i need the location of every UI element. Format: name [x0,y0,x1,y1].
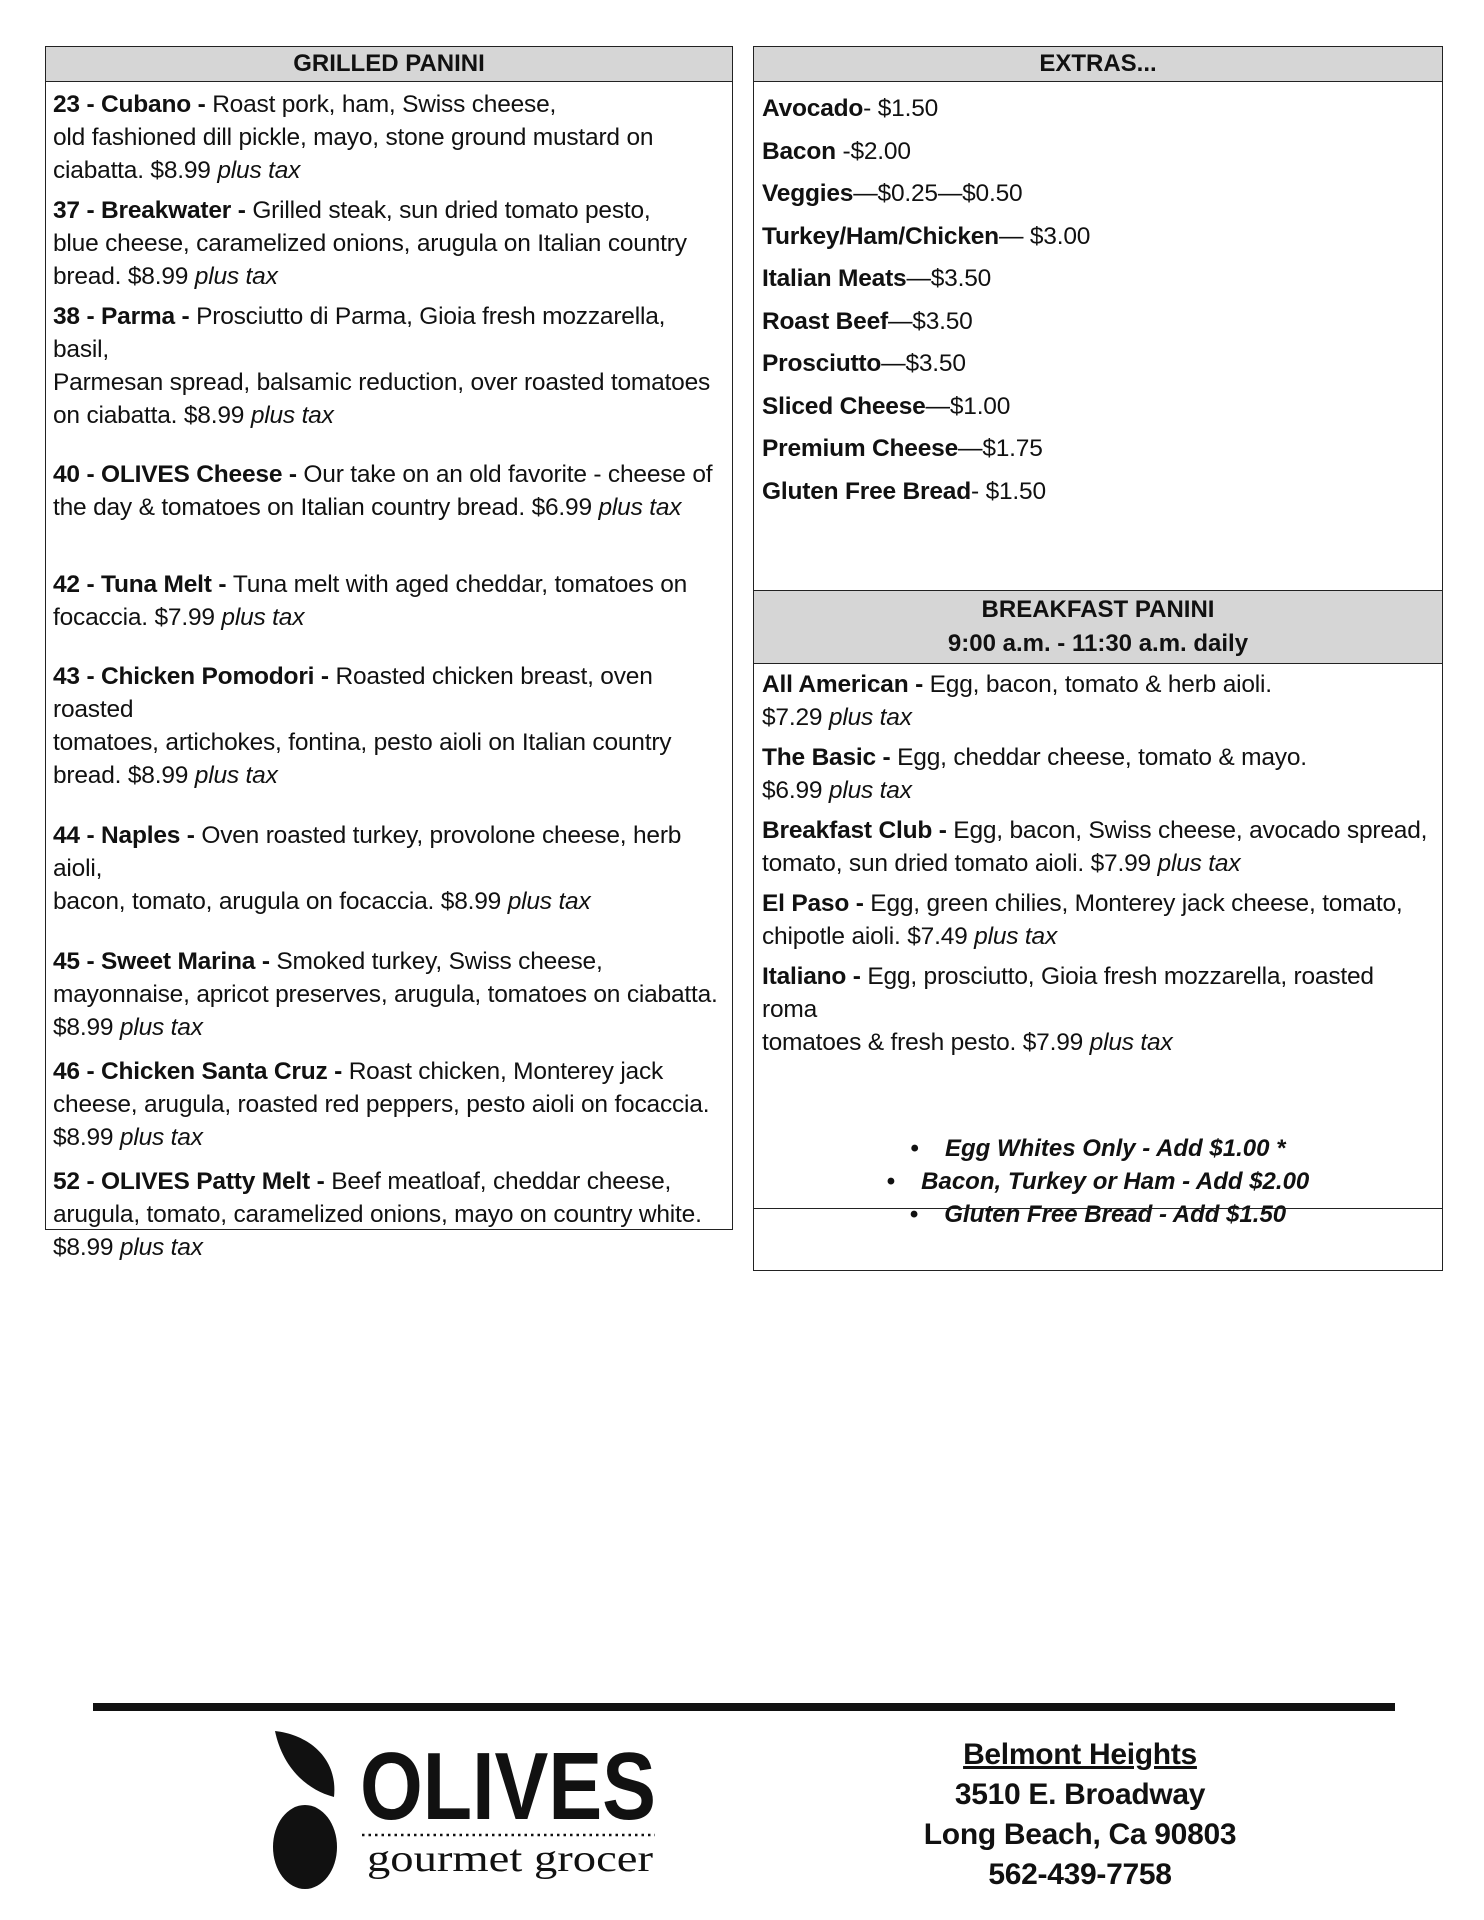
add-on-note: • Gluten Free Bread - Add $1.50 [762,1198,1434,1231]
breakfast-hours: 9:00 a.m. - 11:30 a.m. daily [947,630,1249,657]
extras-title: EXTRAS... [754,47,1442,82]
breakfast-list [754,664,1442,1231]
menu-item-the-basic: The Basic - Egg, cheddar cheese, tomato & mayo. $6.99 plus tax [762,744,1307,804]
menu-item-el-paso: El Paso - Egg, green chilies, Monterey jack cheese, tomato, chipotle aioli. $7.49 plus tax [762,890,1403,950]
breakfast-panini-title: BREAKFAST PANINI [981,596,1215,623]
extra-item: Gluten Free Bread- $1.50 [762,477,1046,505]
olive-icon [273,1805,337,1889]
add-on-note: • Bacon, Turkey or Ham - Add $2.00 [762,1165,1434,1198]
menu-item-breakfast-club: Breakfast Club - Egg, bacon, Swiss cheese, avocado spread, tomato, sun dried tomato aioli. $7.99 plus tax [762,817,1428,877]
store-phone: 562-439-7758 [988,1858,1172,1891]
extras-section [753,46,1443,592]
menu-item-olives-patty-melt: 52 - OLIVES Patty Melt - Beef meatloaf, cheddar cheese, arugula, tomato, caramelized onions, mayo on country white. $8.99 plus tax [53,1168,702,1261]
menu-item-naples: 44 - Naples - Oven roasted turkey, provolone cheese, herb aioli, bacon, tomato, arugula on focaccia. $8.99 plus tax [53,822,682,915]
extra-item: Roast Beef—$3.50 [762,307,973,335]
menu-item-parma: 38 - Parma - Prosciutto di Parma, Gioia fresh mozzarella, basil, Parmesan spread, balsamic reduction, over roasted tomatoes on ciabatta. $8.99 plus tax [53,303,711,429]
olive-leaf-icon [275,1731,334,1797]
store-location: Belmont Heights [963,1738,1197,1771]
extra-item: Bacon -$2.00 [762,137,911,165]
breakfast-add-ons [762,1132,1434,1231]
menu-item-all-american: All American - Egg, bacon, tomato & herb aioli. $7.29 plus tax [762,671,1272,731]
extra-item: Italian Meats—$3.50 [762,265,992,292]
menu-item-chicken-pomodori: 43 - Chicken Pomodori - Roasted chicken breast, oven roasted tomatoes, artichokes, fontina, pesto aioli on Italian country bread. $8.99 plus tax [53,663,672,789]
extra-item: Turkey/Ham/Chicken— $3.00 [762,222,1091,250]
extra-item: Premium Cheese—$1.75 [762,435,1043,462]
grilled-panini-list [46,82,732,1264]
menu-item-italiano: Italiano - Egg, prosciutto, Gioia fresh mozzarella, roasted roma tomatoes & fresh pesto. $7.99 plus tax [762,963,1374,1056]
store-street: 3510 E. Broadway [954,1778,1206,1811]
store-address [870,1735,1290,1895]
menu-item-cubano: 23 - Cubano - Roast pork, ham, Swiss cheese, old fashioned dill pickle, mayo, stone ground mustard on ciabatta. $8.99 plus tax [53,91,654,184]
extra-item: Veggies—$0.25—$0.50 [762,180,1023,207]
menu-item-chicken-santa-cruz: 46 - Chicken Santa Cruz - Roast chicken, Monterey jack cheese, arugula, roasted red peppers, pesto aioli on focaccia. $8.99 plus tax [53,1058,710,1151]
footer-rule [93,1703,1395,1711]
breakfast-panini-header [754,591,1442,664]
extra-item: Avocado- $1.50 [762,95,939,122]
extra-item: Prosciutto—$3.50 [762,350,966,377]
store-city: Long Beach, Ca 90803 [923,1818,1237,1851]
menu-item-breakwater: 37 - Breakwater - Grilled steak, sun dried tomato pesto, blue cheese, caramelized onions, arugula on Italian country bread. $8.99 plus tax [53,197,687,290]
add-on-note: • Egg Whites Only - Add $1.00 * [762,1132,1434,1165]
extras-list [754,82,1442,513]
grilled-panini-title: GRILLED PANINI [46,47,732,82]
extra-item: Sliced Cheese—$1.00 [762,392,1011,420]
menu-item-tuna-melt: 42 - Tuna Melt - Tuna melt with aged cheddar, tomatoes on focaccia. $7.99 plus tax [53,571,688,631]
grilled-panini-section [45,46,733,1261]
brand-tagline: gourmet grocer [367,1838,654,1880]
menu-item-sweet-marina: 45 - Sweet Marina - Smoked turkey, Swiss cheese, mayonnaise, apricot preserves, arugula, tomatoes on ciabatta. $8.99 plus tax [53,948,718,1041]
breakfast-panini-section [753,590,1443,1271]
section-divider [754,1208,1442,1209]
olives-logo [270,1727,670,1893]
brand-name: OLIVES [360,1733,656,1840]
menu-item-olives-cheese: 40 - OLIVES Cheese - Our take on an old favorite - cheese of the day & tomatoes on Italian country bread. $6.99 plus tax [53,461,713,521]
